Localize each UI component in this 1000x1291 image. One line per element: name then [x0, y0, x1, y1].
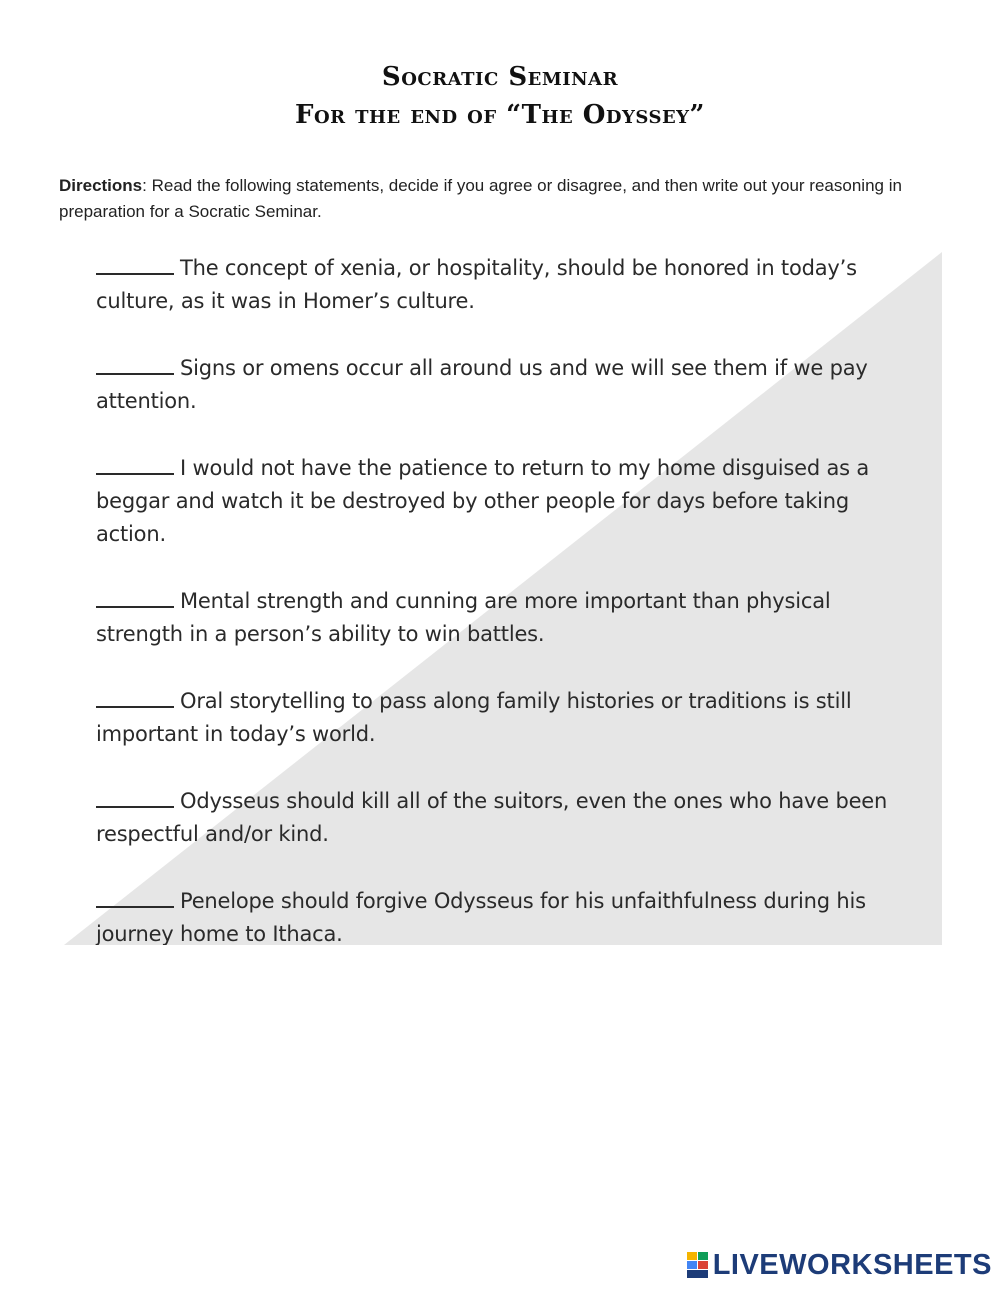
- statement-text-6: Odysseus should kill all of the suitors, even the ones who have been respectful and/or kind.: [96, 789, 888, 846]
- liveworksheets-logo-icon: [687, 1252, 709, 1278]
- statement-3: [96, 452, 896, 551]
- liveworksheets-logo: [687, 1245, 992, 1285]
- statement-text-7: Penelope should forgive Odysseus for his unfaithfulness during his journey home to Ithaca.: [96, 889, 866, 945]
- directions-label: Directions: [59, 176, 143, 195]
- logo-text: LIVEWORKSHEETS: [712, 1248, 992, 1281]
- answer-blank-7[interactable]: [96, 886, 174, 908]
- answer-blank-1[interactable]: [96, 253, 174, 275]
- statement-4: [96, 585, 896, 651]
- answer-blank-5[interactable]: [96, 686, 174, 708]
- directions-text: : Read the following statements, decide if you agree or disagree, and then write out your reasoning in preparation for a Socratic Seminar.: [59, 176, 902, 221]
- answer-blank-6[interactable]: [96, 786, 174, 808]
- statement-text-2: Signs or omens occur all around us and we will see them if we pay attention.: [96, 356, 868, 413]
- statements-list: [96, 252, 896, 945]
- statement-text-3: I would not have the patience to return to my home disguised as a beggar and watch it be destroyed by other people for days before taking action.: [96, 456, 870, 546]
- title-line-1: Socratic Seminar: [381, 62, 619, 92]
- title-line-2: For the end of “The Odyssey”: [295, 100, 705, 130]
- statement-7: [96, 885, 896, 945]
- statement-text-5: Oral storytelling to pass along family histories or traditions is still important in today’s world.: [96, 689, 852, 746]
- answer-blank-4[interactable]: [96, 586, 174, 608]
- statement-6: [96, 785, 896, 851]
- statement-5: [96, 685, 896, 751]
- answer-blank-2[interactable]: [96, 353, 174, 375]
- statement-text-1: The concept of xenia, or hospitality, should be honored in today’s culture, as it was in Homer’s culture.: [96, 256, 857, 313]
- statement-text-4: Mental strength and cunning are more important than physical strength in a person’s ability to win battles.: [96, 589, 831, 646]
- answer-blank-3[interactable]: [96, 453, 174, 475]
- statement-1: [96, 252, 896, 318]
- directions: [59, 173, 939, 225]
- statement-2: [96, 352, 896, 418]
- worksheet-title: [0, 58, 1000, 134]
- statements-panel: [64, 252, 942, 945]
